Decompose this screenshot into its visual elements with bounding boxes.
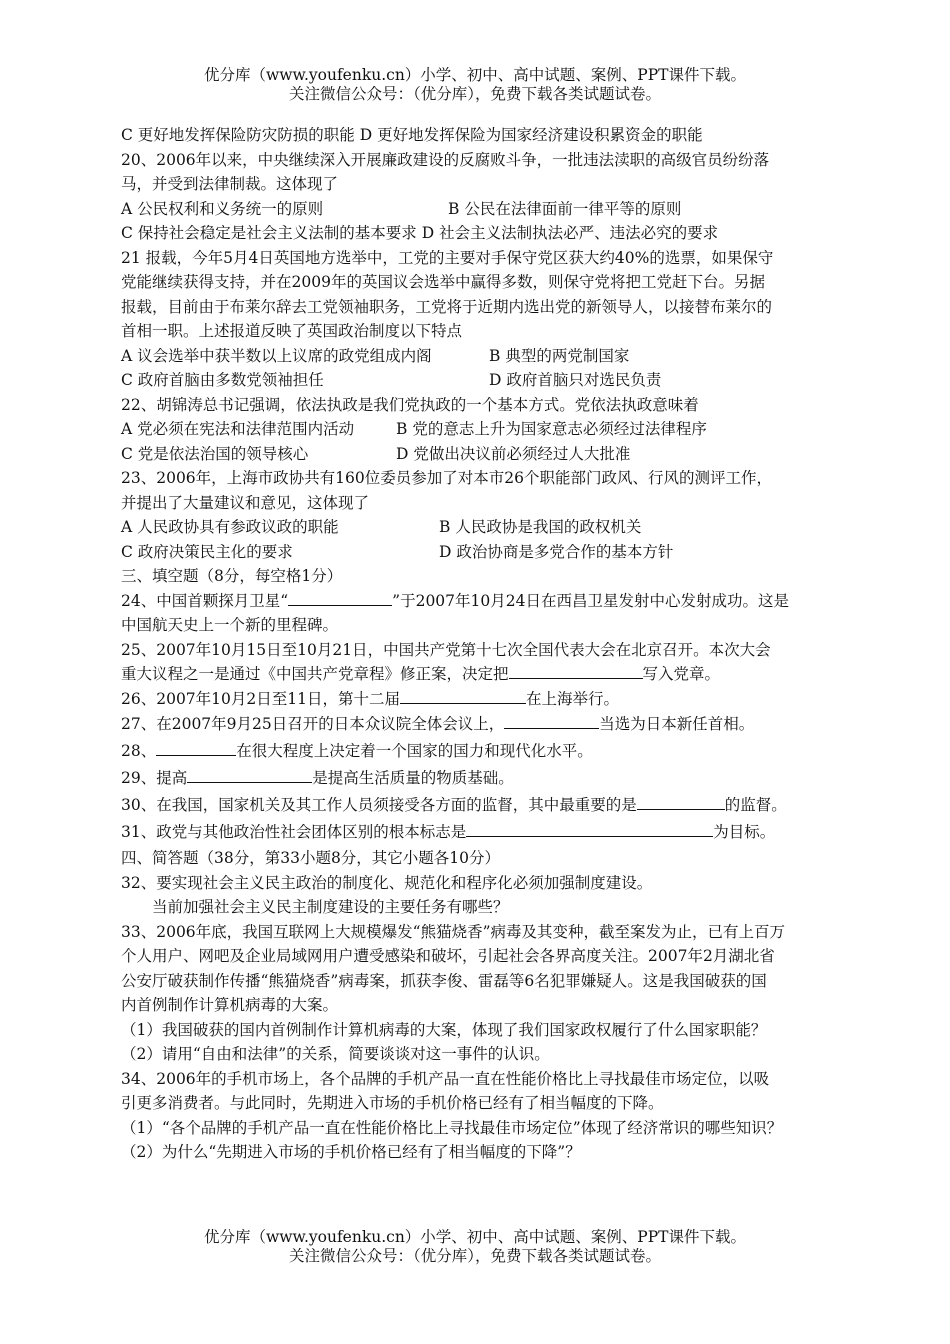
q21-option-b: B 典型的两党制国家 — [489, 346, 630, 365]
q23-options-cd — [121, 540, 835, 565]
q34-sub-2: （2）为什么“先期进入市场的手机价格已经有了相当幅度的下降”？ — [121, 1143, 581, 1161]
q31-blank[interactable] — [466, 820, 713, 837]
q34-line-2: 引更多消费者。与此同时，先期进入市场的手机价格已经有了相当幅度的下降。 — [121, 1094, 664, 1112]
q23-option-a: A 人民政协具有参政议政的职能 — [121, 518, 339, 536]
q23-stem-2: 并提出了大量建议和意见，这体现了 — [121, 493, 370, 512]
q21-stem-1: 21 报载，今年5月4日英国地方选举中，工党的主要对手保守党区获大约40%的选票，如果保守 — [121, 248, 774, 267]
q24-line-1 — [121, 589, 835, 614]
q32-line-2: 当前加强社会主义民主制度建设的主要任务有哪些？ — [152, 898, 509, 916]
q19-options-cd: C 更好地发挥保险防灾防损的职能 D 更好地发挥保险为国家经济建设积累资金的职能 — [121, 126, 703, 144]
q29-line — [121, 765, 835, 792]
q22-options-cd — [121, 442, 835, 467]
q21-stem-2: 党能继续获得支持，并在2009年的英国议会选举中赢得多数，则保守党将把工党赶下台。另据 — [121, 273, 765, 291]
q26-text-a: 26、2007年10月2日至11日，第十二届 — [121, 689, 400, 708]
q22-option-a: A 党必须在宪法和法律范围内活动 — [121, 420, 355, 438]
q33-line-2: 个人用户、网吧及企业局域网用户遭受感染和破坏，引起社会各界高度关注。2007年2月湖北省 — [121, 947, 775, 965]
exam-body — [121, 123, 835, 1165]
header-line-2: 关注微信公众号：（优分库），免费下载各类试题试卷。 — [288, 85, 661, 103]
q34-sub-1: （1）“各个品牌的手机产品一直在性能价格比上寻找最佳市场定位”体现了经济常识的哪些知识？ — [121, 1118, 783, 1137]
q20-stem-1: 20、2006年以来，中央继续深入开展廉政建设的反腐败斗争，一批违法渎职的高级官员纷纷落 — [121, 150, 770, 169]
q22-option-b: B 党的意志上升为国家意志必须经过法律程序 — [396, 420, 707, 438]
q29-text-a: 29、提高 — [121, 769, 188, 787]
page-footer — [0, 1228, 950, 1266]
q27-text-a: 27、在2007年9月25日召开的日本众议院全体会议上， — [121, 715, 505, 733]
q29-blank[interactable] — [187, 766, 312, 783]
q24-text-a: 24、中国首颗探月卫星“ — [121, 591, 289, 610]
q31-text-a: 31、政党与其他政治性社会团体区别的根本标志是 — [121, 823, 467, 841]
q20-option-b: B 公民在法律面前一律平等的原则 — [448, 199, 682, 218]
q26-line — [121, 687, 835, 712]
q27-text-b: 当选为日本新任首相。 — [599, 715, 755, 733]
header-line-1: 优分库（www.youfenku.cn）小学、初中、高中试题、案例、PPT课件下载。 — [203, 66, 747, 84]
q32-line-1: 32、要实现社会主义民主政治的制度化、规范化和程序化必须加强制度建设。 — [121, 873, 653, 892]
q23-option-d: D 政治协商是多党合作的基本方针 — [439, 542, 674, 561]
q24-text-b: ”于2007年10月24日在西昌卫星发射中心发射成功。这是 — [392, 591, 789, 610]
q23-option-b: B 人民政协是我国的政权机关 — [439, 518, 642, 536]
q33-line-4: 内首例制作计算机病毒的大案。 — [121, 996, 339, 1014]
q30-line — [121, 792, 835, 819]
q21-stem-3: 报载，目前由于布莱尔辞去工党领袖职务，工党将于近期内选出党的新领导人，以接替布莱尔的 — [121, 297, 773, 316]
page-header — [0, 66, 950, 104]
q33-sub-1: （1）我国破获的国内首例制作计算机病毒的大案，体现了我们国家政权履行了什么国家职能？ — [121, 1020, 767, 1039]
q21-option-a: A 议会选举中获半数以上议席的政党组成内阁 — [121, 346, 432, 365]
q24-line-2: 中国航天史上一个新的里程碑。 — [121, 616, 339, 634]
q21-options-ab — [121, 344, 835, 369]
section-3-title: 三、填空题（8分，每空格1分） — [121, 567, 343, 585]
q23-stem-1: 23、2006年，上海市政协共有160位委员参加了对本市26个职能部门政风、行风的测评工作， — [121, 469, 772, 487]
q27-blank[interactable] — [504, 712, 599, 729]
q21-stem-4: 首相一职。上述报道反映了英国政治制度以下特点 — [121, 322, 463, 340]
q21-option-d: D 政府首脑只对选民负责 — [489, 371, 662, 389]
q30-text-b: 的监督。 — [724, 796, 787, 814]
q20-stem-2: 马，并受到法律制裁。这体现了 — [121, 175, 339, 193]
footer-line-2: 关注微信公众号：（优分库），免费下载各类试题试卷。 — [288, 1247, 661, 1265]
q28-line — [121, 738, 835, 765]
q23-option-c: C 政府决策民主化的要求 — [121, 542, 293, 561]
q33-line-3: 公安厅破获制作传播“熊猫烧香”病毒案，抓获李俊、雷磊等6名犯罪嫌疑人。这是我国破获的国 — [121, 971, 767, 990]
q28-blank[interactable] — [156, 739, 236, 756]
q24-blank[interactable] — [288, 589, 392, 606]
q30-text-a: 30、在我国，国家机关及其工作人员须接受各方面的监督，其中最重要的是 — [121, 796, 637, 814]
q22-option-c: C 党是依法治国的领导核心 — [121, 444, 309, 463]
q25-line-1: 25、2007年10月15日至10月21日，中国共产党第十七次全国代表大会在北京召开。本次大会 — [121, 640, 771, 659]
q20-options-cd: C 保持社会稳定是社会主义法制的基本要求 D 社会主义法制执法必严、违法必究的要求 — [121, 224, 719, 242]
footer-line-1: 优分库（www.youfenku.cn）小学、初中、高中试题、案例、PPT课件下载。 — [203, 1228, 747, 1246]
q28-text-a: 28、 — [121, 742, 157, 760]
q29-text-b: 是提高生活质量的物质基础。 — [312, 769, 514, 787]
q23-options-ab — [121, 515, 835, 540]
q34-line-1: 34、2006年的手机市场上，各个品牌的手机产品一直在性能价格比上寻找最佳市场定位，以吸 — [121, 1069, 770, 1088]
q33-sub-2: （2）请用“自由和法律”的关系，简要谈谈对这一事件的认识。 — [121, 1045, 550, 1063]
q22-options-ab — [121, 417, 835, 442]
q25-text-b: 写入党章。 — [642, 665, 721, 683]
q31-line — [121, 819, 835, 846]
q31-text-b: 为目标。 — [713, 823, 776, 841]
q25-blank[interactable] — [509, 662, 643, 679]
q20-options-ab — [121, 197, 835, 222]
q33-line-1: 33、2006年底，我国互联网上大规模爆发“熊猫烧香”病毒及其变种，截至案发为止，已有上百万 — [121, 922, 786, 941]
q20-option-a: A 公民权利和义务统一的原则 — [121, 199, 324, 218]
q21-option-c: C 政府首脑由多数党领袖担任 — [121, 371, 324, 389]
q30-blank[interactable] — [637, 793, 725, 810]
q25-line-2 — [121, 662, 835, 687]
q22-option-d: D 党做出决议前必须经过人大批准 — [396, 444, 631, 463]
q22-stem: 22、胡锦涛总书记强调，依法执政是我们党执政的一个基本方式。党依法执政意味着 — [121, 395, 699, 414]
q27-line — [121, 711, 835, 738]
q21-options-cd — [121, 368, 835, 393]
q26-text-b: 在上海举行。 — [525, 689, 619, 708]
q25-text-a: 重大议程之一是通过《中国共产党章程》修正案，决定把 — [121, 665, 509, 683]
q28-text-b: 在很大程度上决定着一个国家的国力和现代化水平。 — [236, 742, 593, 760]
q26-blank[interactable] — [400, 687, 526, 704]
section-4-title: 四、简答题（38分，第33小题8分，其它小题各10分） — [121, 849, 501, 867]
